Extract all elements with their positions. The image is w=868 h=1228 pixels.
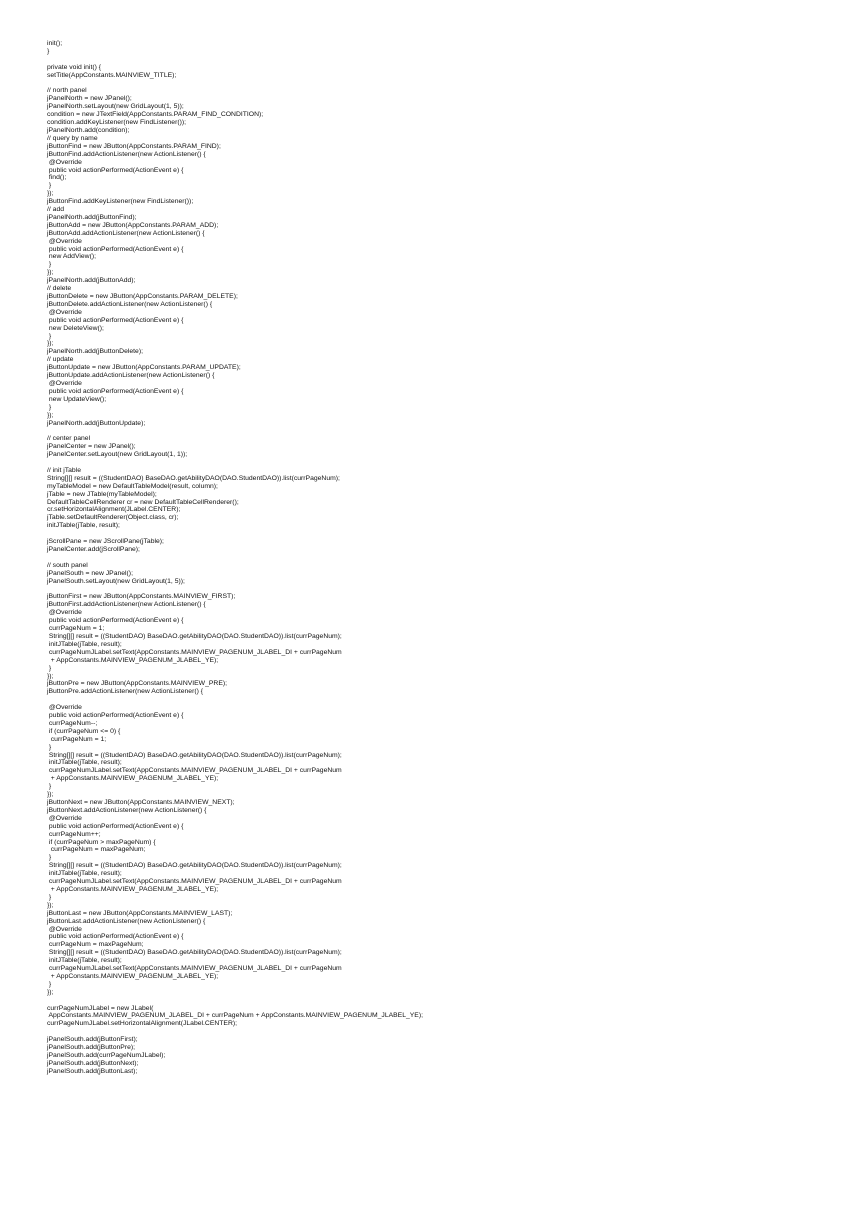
code-line bbox=[47, 997, 423, 1005]
code-line: currPageNumJLabel.setHorizontalAlignment(JLabel.CENTER); bbox=[47, 1020, 238, 1028]
code-line: @Override bbox=[47, 609, 82, 617]
code-line: + AppConstants.MAINVIEW_PAGENUM_JLABEL_YE); bbox=[47, 972, 219, 980]
code-line: initJTable(jTable, result); bbox=[47, 759, 122, 767]
code-line: // delete bbox=[47, 285, 72, 293]
code-line: // center panel bbox=[47, 435, 91, 443]
code-line: } bbox=[47, 403, 52, 411]
code-line: public void actionPerformed(ActionEvent e) { bbox=[47, 712, 184, 720]
code-line: }); bbox=[47, 901, 54, 909]
code-line bbox=[47, 530, 423, 538]
code-line: jPanelSouth.add(jButtonLast); bbox=[47, 1067, 138, 1075]
code-line: jPanelCenter = new JPanel(); bbox=[47, 443, 136, 451]
code-line: currPageNum = maxPageNum; bbox=[47, 941, 144, 949]
code-line: jPanelNorth.add(jButtonFind); bbox=[47, 213, 137, 221]
code-line: jButtonPre = new JButton(AppConstants.MAINVIEW_PRE); bbox=[47, 680, 228, 688]
code-line: } bbox=[47, 182, 52, 190]
code-line: jPanelNorth.add(jButtonAdd); bbox=[47, 277, 136, 285]
code-line: String[][] result = ((StudentDAO) BaseDAO.getAbilityDAO(DAO.StudentDAO)).list(currPageNum); bbox=[47, 949, 342, 957]
code-line: private void init() { bbox=[47, 63, 102, 71]
code-line: }); bbox=[47, 672, 54, 680]
code-line: currPageNum = 1; bbox=[47, 735, 107, 743]
code-line: } bbox=[47, 743, 52, 751]
code-line: // south panel bbox=[47, 561, 88, 569]
code-line: jButtonDelete.addActionListener(new ActionListener() { bbox=[47, 300, 213, 308]
code-line: currPageNumJLabel.setText(AppConstants.MAINVIEW_PAGENUM_JLABEL_DI + currPageNum bbox=[47, 648, 342, 656]
code-line: + AppConstants.MAINVIEW_PAGENUM_JLABEL_YE); bbox=[47, 656, 219, 664]
code-line: jPanelNorth.setLayout(new GridLayout(1, 5)); bbox=[47, 103, 184, 111]
code-line: setTitle(AppConstants.MAINVIEW_TITLE); bbox=[47, 71, 177, 79]
code-line: AppConstants.MAINVIEW_PAGENUM_JLABEL_DI + currPageNum + AppConstants.MAINVIEW_PAGENUM_JLABEL_YE); bbox=[47, 1012, 423, 1020]
code-line: initJTable(jTable, result); bbox=[47, 957, 122, 965]
code-line: new AddView(); bbox=[47, 253, 96, 261]
code-line bbox=[47, 427, 423, 435]
code-line: @Override bbox=[47, 814, 82, 822]
code-line: DefaultTableCellRenderer cr = new DefaultTableCellRenderer(); bbox=[47, 498, 239, 506]
code-line: public void actionPerformed(ActionEvent e) { bbox=[47, 822, 184, 830]
code-line: // add bbox=[47, 206, 65, 214]
code-line: condition = new JTextField(AppConstants.PARAM_FIND_CONDITION); bbox=[47, 111, 264, 119]
code-line: @Override bbox=[47, 158, 82, 166]
code-line: }); bbox=[47, 791, 54, 799]
code-line: jPanelSouth.setLayout(new GridLayout(1, 5)); bbox=[47, 577, 185, 585]
code-line: jButtonFirst.addActionListener(new ActionListener() { bbox=[47, 601, 206, 609]
code-line: init(); bbox=[47, 40, 63, 47]
code-line: myTableModel = new DefaultTableModel(result, column); bbox=[47, 482, 218, 490]
code-line: String[][] result = ((StudentDAO) BaseDAO.getAbilityDAO(DAO.StudentDAO)).list(currPageNum); bbox=[47, 632, 342, 640]
code-line: new DeleteView(); bbox=[47, 324, 104, 332]
code-line: jPanelCenter.add(jScrollPane); bbox=[47, 546, 140, 553]
code-line: jTable.setDefaultRenderer(Object.class, cr); bbox=[47, 514, 179, 522]
code-line: // update bbox=[47, 356, 74, 364]
code-line: jButtonDelete = new JButton(AppConstants.PARAM_DELETE); bbox=[47, 293, 238, 300]
code-line: currPageNum = 1; bbox=[47, 625, 105, 633]
code-line: cr.setHorizontalAlignment(JLabel.CENTER); bbox=[47, 506, 181, 514]
code-line: currPageNumJLabel.setText(AppConstants.MAINVIEW_PAGENUM_JLABEL_DI + currPageNum bbox=[47, 878, 342, 886]
code-line: // query by name bbox=[47, 134, 98, 142]
code-line: public void actionPerformed(ActionEvent e) { bbox=[47, 245, 184, 253]
code-line: currPageNum++; bbox=[47, 830, 101, 838]
code-line bbox=[47, 586, 423, 594]
code-line: if (currPageNum > maxPageNum) { bbox=[47, 838, 156, 846]
code-line: // north panel bbox=[47, 87, 87, 95]
code-line: jButtonNext = new JButton(AppConstants.MAINVIEW_NEXT); bbox=[47, 799, 235, 806]
code-line bbox=[47, 459, 423, 467]
code-line: currPageNumJLabel.setText(AppConstants.MAINVIEW_PAGENUM_JLABEL_DI + currPageNum bbox=[47, 965, 342, 973]
code-line: jButtonUpdate = new JButton(AppConstants.PARAM_UPDATE); bbox=[47, 364, 241, 372]
code-line: public void actionPerformed(ActionEvent e) { bbox=[47, 316, 184, 324]
code-line: } bbox=[47, 893, 52, 901]
code-line: currPageNumJLabel = new JLabel( bbox=[47, 1004, 154, 1012]
code-line: } bbox=[47, 854, 52, 862]
code-line: jButtonAdd.addActionListener(new ActionListener() { bbox=[47, 229, 205, 237]
code-line: jButtonFind = new JButton(AppConstants.PARAM_FIND); bbox=[47, 142, 221, 150]
code-line: jButtonFind.addKeyListener(new FindListener()); bbox=[47, 198, 194, 206]
code-line: String[][] result = ((StudentDAO) BaseDAO.getAbilityDAO(DAO.StudentDAO)).list(currPageNum); bbox=[47, 474, 340, 482]
code-line: jPanelNorth.add(jButtonUpdate); bbox=[47, 419, 146, 427]
code-line: + AppConstants.MAINVIEW_PAGENUM_JLABEL_YE); bbox=[47, 885, 219, 893]
code-line bbox=[47, 696, 423, 704]
code-line: jPanelSouth.add(jButtonNext); bbox=[47, 1059, 139, 1067]
code-line bbox=[47, 56, 423, 64]
code-line: jPanelCenter.setLayout(new GridLayout(1, 1)); bbox=[47, 451, 188, 459]
code-line: }); bbox=[47, 411, 54, 419]
code-line: jPanelNorth.add(jButtonDelete); bbox=[47, 348, 143, 356]
code-line: // init jTable bbox=[47, 466, 82, 474]
code-line: jTable = new JTable(myTableModel); bbox=[47, 490, 157, 498]
code-line: jPanelSouth.add(jButtonPre); bbox=[47, 1044, 136, 1052]
code-line: jButtonNext.addActionListener(new ActionListener() { bbox=[47, 806, 207, 814]
code-line: jPanelSouth.add(currPageNumJLabel); bbox=[47, 1052, 166, 1059]
code-line: jButtonFind.addActionListener(new ActionListener() { bbox=[47, 150, 206, 158]
code-line: } bbox=[47, 783, 52, 791]
code-line: jPanelNorth = new JPanel(); bbox=[47, 95, 132, 103]
code-line: public void actionPerformed(ActionEvent e) { bbox=[47, 387, 184, 395]
code-line bbox=[47, 80, 423, 88]
code-line: } bbox=[47, 980, 52, 988]
code-line: + AppConstants.MAINVIEW_PAGENUM_JLABEL_YE); bbox=[47, 775, 219, 783]
code-line: jButtonLast = new JButton(AppConstants.MAINVIEW_LAST); bbox=[47, 909, 233, 917]
code-line: jButtonPre.addActionListener(new ActionListener() { bbox=[47, 688, 204, 696]
code-line: currPageNum = maxPageNum; bbox=[47, 846, 146, 854]
code-line: public void actionPerformed(ActionEvent e) { bbox=[47, 617, 184, 625]
code-line: @Override bbox=[47, 704, 82, 712]
code-line: }); bbox=[47, 988, 54, 996]
code-line bbox=[47, 1028, 423, 1036]
code-line: find(); bbox=[47, 174, 67, 182]
code-line: jPanelNorth.add(condition); bbox=[47, 126, 130, 134]
code-line: jPanelSouth.add(jButtonFirst); bbox=[47, 1036, 138, 1044]
code-line: } bbox=[47, 261, 52, 269]
code-line: String[][] result = ((StudentDAO) BaseDAO.getAbilityDAO(DAO.StudentDAO)).list(currPageNum); bbox=[47, 751, 342, 759]
code-line: @Override bbox=[47, 308, 82, 316]
code-line: } bbox=[47, 47, 50, 55]
code-line: String[][] result = ((StudentDAO) BaseDAO.getAbilityDAO(DAO.StudentDAO)).list(currPageNum); bbox=[47, 862, 342, 870]
code-line: } bbox=[47, 664, 52, 672]
code-line: @Override bbox=[47, 925, 82, 933]
code-line: }); bbox=[47, 269, 54, 277]
code-line: jButtonUpdate.addActionListener(new ActionListener() { bbox=[47, 372, 215, 380]
code-line: condition.addKeyListener(new FindListener()); bbox=[47, 119, 187, 127]
code-line: }); bbox=[47, 340, 54, 348]
code-line: jButtonAdd = new JButton(AppConstants.PARAM_ADD); bbox=[47, 221, 219, 229]
code-line: @Override bbox=[47, 237, 82, 245]
code-line: jScrollPane = new JScrollPane(jTable); bbox=[47, 538, 164, 546]
code-line: if (currPageNum <= 0) { bbox=[47, 727, 121, 735]
code-line: jButtonFirst = new JButton(AppConstants.MAINVIEW_FIRST); bbox=[47, 593, 236, 601]
code-line: }); bbox=[47, 190, 54, 198]
code-line: public void actionPerformed(ActionEvent e) { bbox=[47, 933, 184, 941]
code-line: new UpdateView(); bbox=[47, 395, 107, 403]
code-line: public void actionPerformed(ActionEvent e) { bbox=[47, 166, 184, 174]
code-line: initJTable(jTable, result); bbox=[47, 522, 120, 530]
code-line: currPageNum--; bbox=[47, 719, 98, 727]
code-line: jButtonLast.addActionListener(new ActionListener() { bbox=[47, 917, 206, 925]
code-line: initJTable(jTable, result); bbox=[47, 870, 122, 878]
code-line: currPageNumJLabel.setText(AppConstants.MAINVIEW_PAGENUM_JLABEL_DI + currPageNum bbox=[47, 767, 342, 775]
code-line: } bbox=[47, 332, 52, 340]
code-line bbox=[47, 554, 423, 562]
code-line: initJTable(jTable, result); bbox=[47, 640, 122, 648]
code-listing bbox=[47, 40, 423, 1076]
code-line: @Override bbox=[47, 379, 82, 387]
code-line: jPanelSouth = new JPanel(); bbox=[47, 569, 133, 577]
